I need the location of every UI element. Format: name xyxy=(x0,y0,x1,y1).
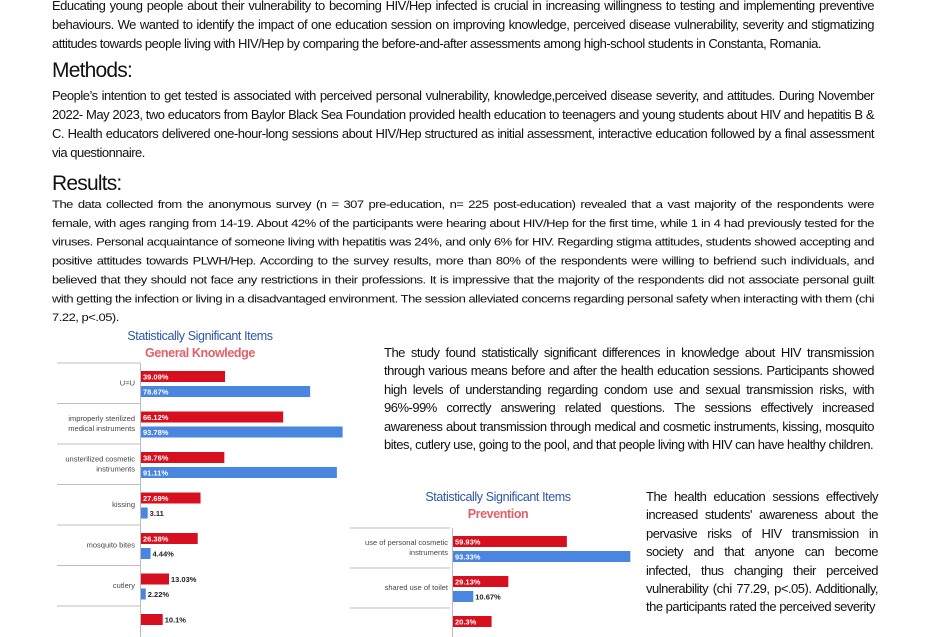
bar-pre-education xyxy=(141,614,163,625)
bar-label-post: 2.22% xyxy=(147,590,170,599)
knowledge-findings-paragraph: The study found statistically significant differences in knowledge about HIV transmission through various means before and after the health education sessions. Participants showed high levels of understanding regarding condom use and sexual transmission risks, with 96%-99% correctly answering related questions. The sessions effectively increased awareness about transmission through medical and cosmetic instruments, kissing, mosquito bites, cutlery use, going to the pool, and that people living with HIV can have healthy children. xyxy=(384,345,874,453)
category-label: cutlery xyxy=(112,580,135,590)
bar-pre-education xyxy=(141,574,169,585)
bar-post-education xyxy=(141,427,343,438)
bar-label-pre: 66.12% xyxy=(143,413,169,422)
bar-label-post: 3.11 xyxy=(149,509,164,518)
bar-post-education xyxy=(141,508,148,519)
bar-label-pre: 38.76% xyxy=(143,453,169,463)
chart-subtitle: General Knowledge xyxy=(145,346,255,360)
introduction-paragraph: Educating young people about their vulnerability to becoming HIV/Hep infected is crucial in increasing willingness to testing and implementing preventive behaviours. We wanted to identify the impact of one education session on improving knowledge, perceived disease vulnerability, severity and stigmatizing attitudes towards people living with HIV/Hep by comparing the before-and-after assessments among high-school students in Constanta, Romania. xyxy=(52,0,874,51)
bar-label-pre: 29.13% xyxy=(455,577,481,587)
category-label: instruments xyxy=(96,464,135,474)
chart-title: Statistically Significant Items xyxy=(425,490,571,504)
bar-post-education xyxy=(141,467,337,478)
bar-label-post: 4.44% xyxy=(152,549,174,559)
results-paragraph: The data collected from the anonymous survey (n = 307 pre-education, n= 225 post-education) revealed that a vast majority of the respondents were female, with ages ranging from 14-19. About 42% of the participants were hearing about HIV/Hep for the first time, while 1 in 4 had previously tested for the viruses. Personal acquaintance of someone living with hepatitis was 24%, and only 6% for HIV. Regarding stigma attitudes, students showed accepting and positive attitudes towards PLWH/Hep. According to the survey results, more than 80% of the respondents were willing to befriend such individuals, and believed that they should not face any restrictions in their professions. It is impressive that the majority of the respondents did not associate personal guilt with getting the infection or living in a disadvantaged environment. The session alleviated concerns regarding personal safety when interacting with them (chi 7.22, p<.05). xyxy=(52,197,874,324)
category-label: improperly sterilized xyxy=(68,413,135,423)
bar-label-pre: 20.3% xyxy=(455,617,477,627)
category-label: instruments xyxy=(409,548,448,557)
chart-title: Statistically Significant Items xyxy=(127,329,273,343)
bar-post-education xyxy=(453,591,473,602)
bar-label-pre: 39.09% xyxy=(143,372,169,382)
bar-label-pre: 13.03% xyxy=(171,575,197,584)
bar-label-pre: 59.93% xyxy=(455,537,481,547)
methods-paragraph: People’s intention to get tested is associated with perceived personal vulnerability, knowledge,perceived disease severity, and attitudes. During November 2022- May 2023, two educators from Baylor Black Sea Foundation provided health education to teenagers and young students about HIV and hepatitis B & C. Health educators delivered one-hour-long sessions about HIV/Hep structured as initial assessment, interactive education followed by a final assessment via questionnaire. xyxy=(52,88,874,160)
bar-label-pre: 26.38% xyxy=(143,534,169,544)
category-label: unsterilized cosmetic xyxy=(65,454,135,464)
category-label: use of personal cosmetic xyxy=(365,538,448,547)
prevention-chart-svg xyxy=(348,487,638,637)
bar-label-post: 91.11% xyxy=(143,468,169,478)
bar-label-pre: 27.69% xyxy=(143,494,169,503)
general-knowledge-chart-svg xyxy=(52,328,352,628)
bar-post-education xyxy=(141,589,146,600)
general-knowledge-chart xyxy=(52,328,352,625)
category-label: kissing xyxy=(112,499,135,509)
bar-label-post: 10.67% xyxy=(475,592,501,602)
bar-label-post: 78.67% xyxy=(143,387,169,397)
chart-subtitle: Prevention xyxy=(467,507,529,521)
methods-heading: Methods: xyxy=(52,59,132,82)
prevention-chart xyxy=(348,487,638,627)
results-heading: Results: xyxy=(52,172,122,195)
category-label: medical instruments xyxy=(68,423,135,433)
bar-label-post: 93.78% xyxy=(143,428,169,437)
bar-label-pre: 10.1% xyxy=(164,615,186,625)
vulnerability-findings-paragraph: The health education sessions effectively increased students' awareness about the pervasive risks of HIV transmission in society and that anyone can become infected, thus changing their perceived vulnerability (chi 77.29, p<.05). Additionally, the participants rated the perceived severity xyxy=(646,489,878,615)
bar-label-post: 93.33% xyxy=(455,552,481,562)
category-label: mosquito bites xyxy=(86,540,135,550)
category-label: shared use of toilet xyxy=(384,583,448,592)
bar-post-education xyxy=(141,548,151,559)
category-label: U=U xyxy=(119,378,135,388)
